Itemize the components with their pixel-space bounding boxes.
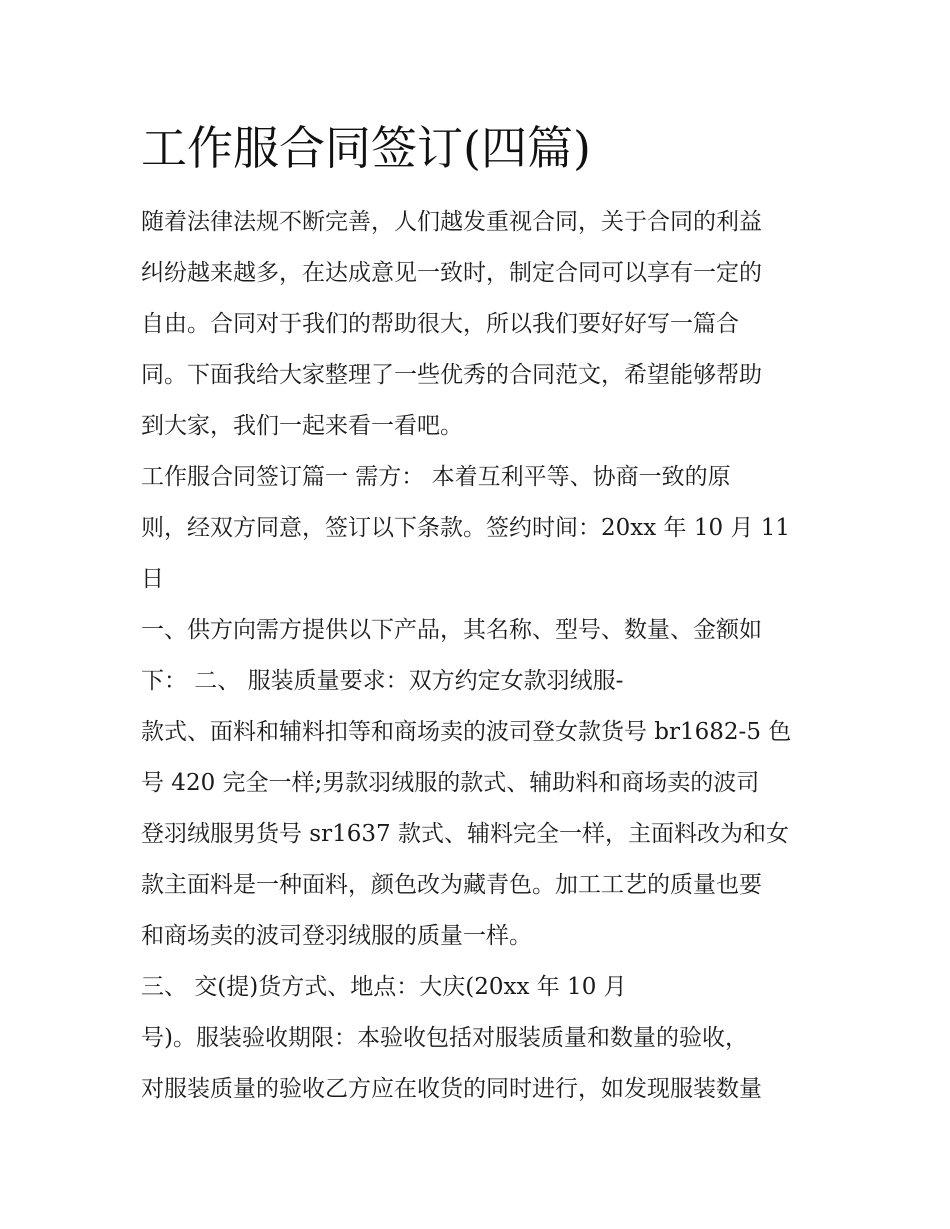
body-text-line: 自由。合同对于我们的帮助很大，所以我们要好好写一篇合 [141,311,739,337]
body-text-line: 下： 二、 服装质量要求：双方约定女款羽绒服- [141,668,624,694]
body-text-line: 款主面料是一种面料，颜色改为藏青色。加工工艺的质量也要 [141,872,762,898]
body-text-line: 号)。服装验收期限：本验收包括对服装质量和数量的验收， [141,1025,748,1051]
body-text-line: 登羽绒服男货号 sr1637 款式、辅料完全一样，主面料改为和女 [141,821,789,847]
body-text-line: 日 [141,566,164,592]
body-text-line: 工作服合同签订篇一 需方： 本着互利平等、协商一致的原 [141,464,731,490]
body-text-line: 号 420 完全一样;男款羽绒服的款式、辅助料和商场卖的波司 [141,770,760,796]
body-text-line: 则，经双方同意，签订以下条款。签约时间：20xx 年 10 月 11 [141,515,790,541]
document-title: 工作服合同签订(四篇) [141,121,591,175]
body-text-line: 同。下面我给大家整理了一些优秀的合同范文，希望能够帮助 [141,362,762,388]
body-text-line: 对服装质量的验收乙方应在收货的同时进行，如发现服装数量 [141,1076,762,1102]
body-text-line: 纠纷越来越多，在达成意见一致时，制定合同可以享有一定的 [141,260,762,286]
body-text-line: 款式、面料和辅料扣等和商场卖的波司登女款货号 br1682-5 色 [141,719,792,745]
body-text-line: 随着法律法规不断完善，人们越发重视合同，关于合同的利益 [141,209,762,235]
body-text-line: 和商场卖的波司登羽绒服的质量一样。 [141,923,532,949]
body-text-line: 三、 交(提)货方式、地点：大庆(20xx 年 10 月 [141,974,627,1000]
body-text-line: 一、供方向需方提供以下产品，其名称、型号、数量、金额如 [141,617,762,643]
body-text-line: 到大家，我们一起来看一看吧。 [141,413,463,439]
